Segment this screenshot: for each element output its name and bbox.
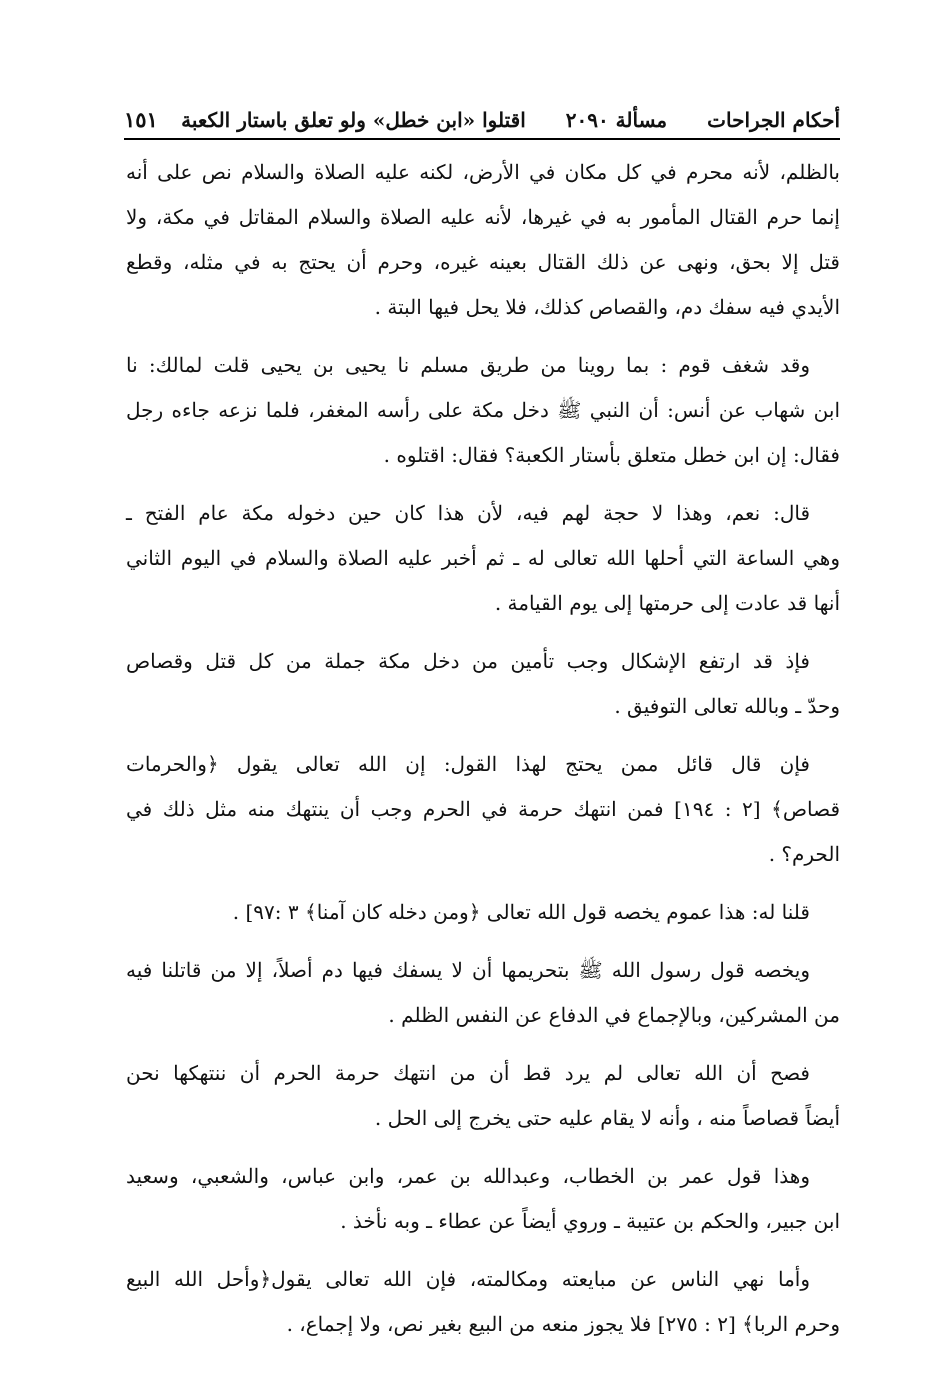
paragraph (126, 742, 840, 877)
text-line: وهي الساعة التي أحلها الله تعالى له ـ ثم أخبر عليه الصلاة والسلام في اليوم الثاني (126, 546, 840, 570)
paragraph (126, 639, 840, 729)
text-line: ويخصه قول رسول الله ﷺ بتحريمها أن لا يسفك فيها دم أصلاً، إلا من قاتلنا فيه (126, 958, 810, 982)
text-line: ابن جبير، والحكم بن عتيبة ـ وروي أيضاً عن عطاء ـ وبه نأخذ . (340, 1209, 840, 1233)
text-line: الحرم؟ . (768, 842, 840, 866)
text-line: أيضاً قصاصاً منه ، وأنه لا يقام عليه حتى يخرج إلى الحل . (374, 1106, 840, 1130)
text-line: وقد شغف قوم : بما روينا من طريق مسلم نا يحيى بن يحيى قلت لمالك: نا (126, 353, 810, 377)
text-line: وحدّ ـ وبالله تعالى التوفيق . (614, 694, 840, 718)
running-header (124, 100, 840, 134)
paragraph (126, 1257, 840, 1347)
paragraph (126, 890, 840, 935)
text-line: قلنا له: هذا عموم يخصه قول الله تعالى ﴿ومن دخله كان آمنا﴾ ٣ :٩٧] . (232, 900, 810, 924)
text-line: فصح أن الله تعالى لم يرد قط أن من انتهك حرمة الحرم أن ننتهكها نحن (126, 1061, 810, 1085)
text-line: بالظلم، لأنه محرم في كل مكان في الأرض، لكنه عليه الصلاة والسلام نص على أنه (126, 160, 840, 184)
issue-label: مسألة ٢٠٩٠ (565, 108, 668, 132)
paragraph (126, 150, 840, 330)
text-line: قتل إلا بحق، ونهى عن ذلك القتال بعينه غيره، وحرم أن يحتج به في مثله، وقطع (126, 250, 840, 274)
text-line: إنما حرم القتال المأمور به في غيرها، لأنه عليه الصلاة والسلام المقاتل في مكة، ولا (126, 205, 840, 229)
paragraph (126, 343, 840, 478)
text-line: قال: نعم، وهذا لا حجة لهم فيه، لأن هذا كان حين دخوله مكة عام الفتح ـ (126, 501, 810, 525)
header-titles (181, 106, 840, 134)
page-body (126, 150, 840, 1360)
paragraph (126, 1051, 840, 1141)
text-line: وأما نهي الناس عن مبايعته ومكالمته، فإن الله تعالى يقول﴿وأحل الله البيع (126, 1267, 810, 1291)
text-line: أنها قد عادت إلى حرمتها إلى يوم القيامة . (494, 591, 840, 615)
text-line: فإن قال قائل ممن يحتج لهذا القول: إن الله تعالى يقول ﴿والحرمات (126, 752, 810, 776)
page-number: ١٥١ (124, 107, 158, 132)
paragraph (126, 491, 840, 626)
text-line: وهذا قول عمر بن الخطاب، وعبدالله بن عمر، وابن عباس، والشعبي، وسعيد (126, 1164, 810, 1188)
paragraph (126, 1154, 840, 1244)
text-line: من المشركين، وبالإجماع في الدفاع عن النفس الظلم . (388, 1003, 840, 1027)
text-line: الأيدي فيه سفك دم، والقصاص كذلك، فلا يحل فيها البتة . (374, 295, 840, 319)
book-title: أحكام الجراحات (707, 108, 840, 132)
text-line: فقال: إن ابن خطل متعلق بأستار الكعبة؟ فقال: اقتلوه . (383, 443, 840, 467)
text-line: فإذ قد ارتفع الإشكال وجب تأمين من دخل مكة جملة من كل قتل وقصاص (126, 649, 810, 673)
text-line: قصاص﴾ [٢ : ١٩٤] فمن انتهك حرمة في الحرم وجب أن ينتهك منه مثل ذلك في (126, 797, 841, 821)
paragraph (126, 948, 840, 1038)
header-rule (124, 138, 840, 140)
text-line: ابن شهاب عن أنس: أن النبي ﷺ دخل مكة على رأسه المغفر، فلما نزعه جاءه رجل (126, 398, 840, 422)
text-line: وحرم الربا﴾ [٢ : ٢٧٥] فلا يجوز منعه من البيع بغير نص، ولا إجماع، . (286, 1312, 840, 1336)
issue-title: اقتلوا «ابن خطل» ولو تعلق باستار الكعبة (181, 108, 526, 132)
